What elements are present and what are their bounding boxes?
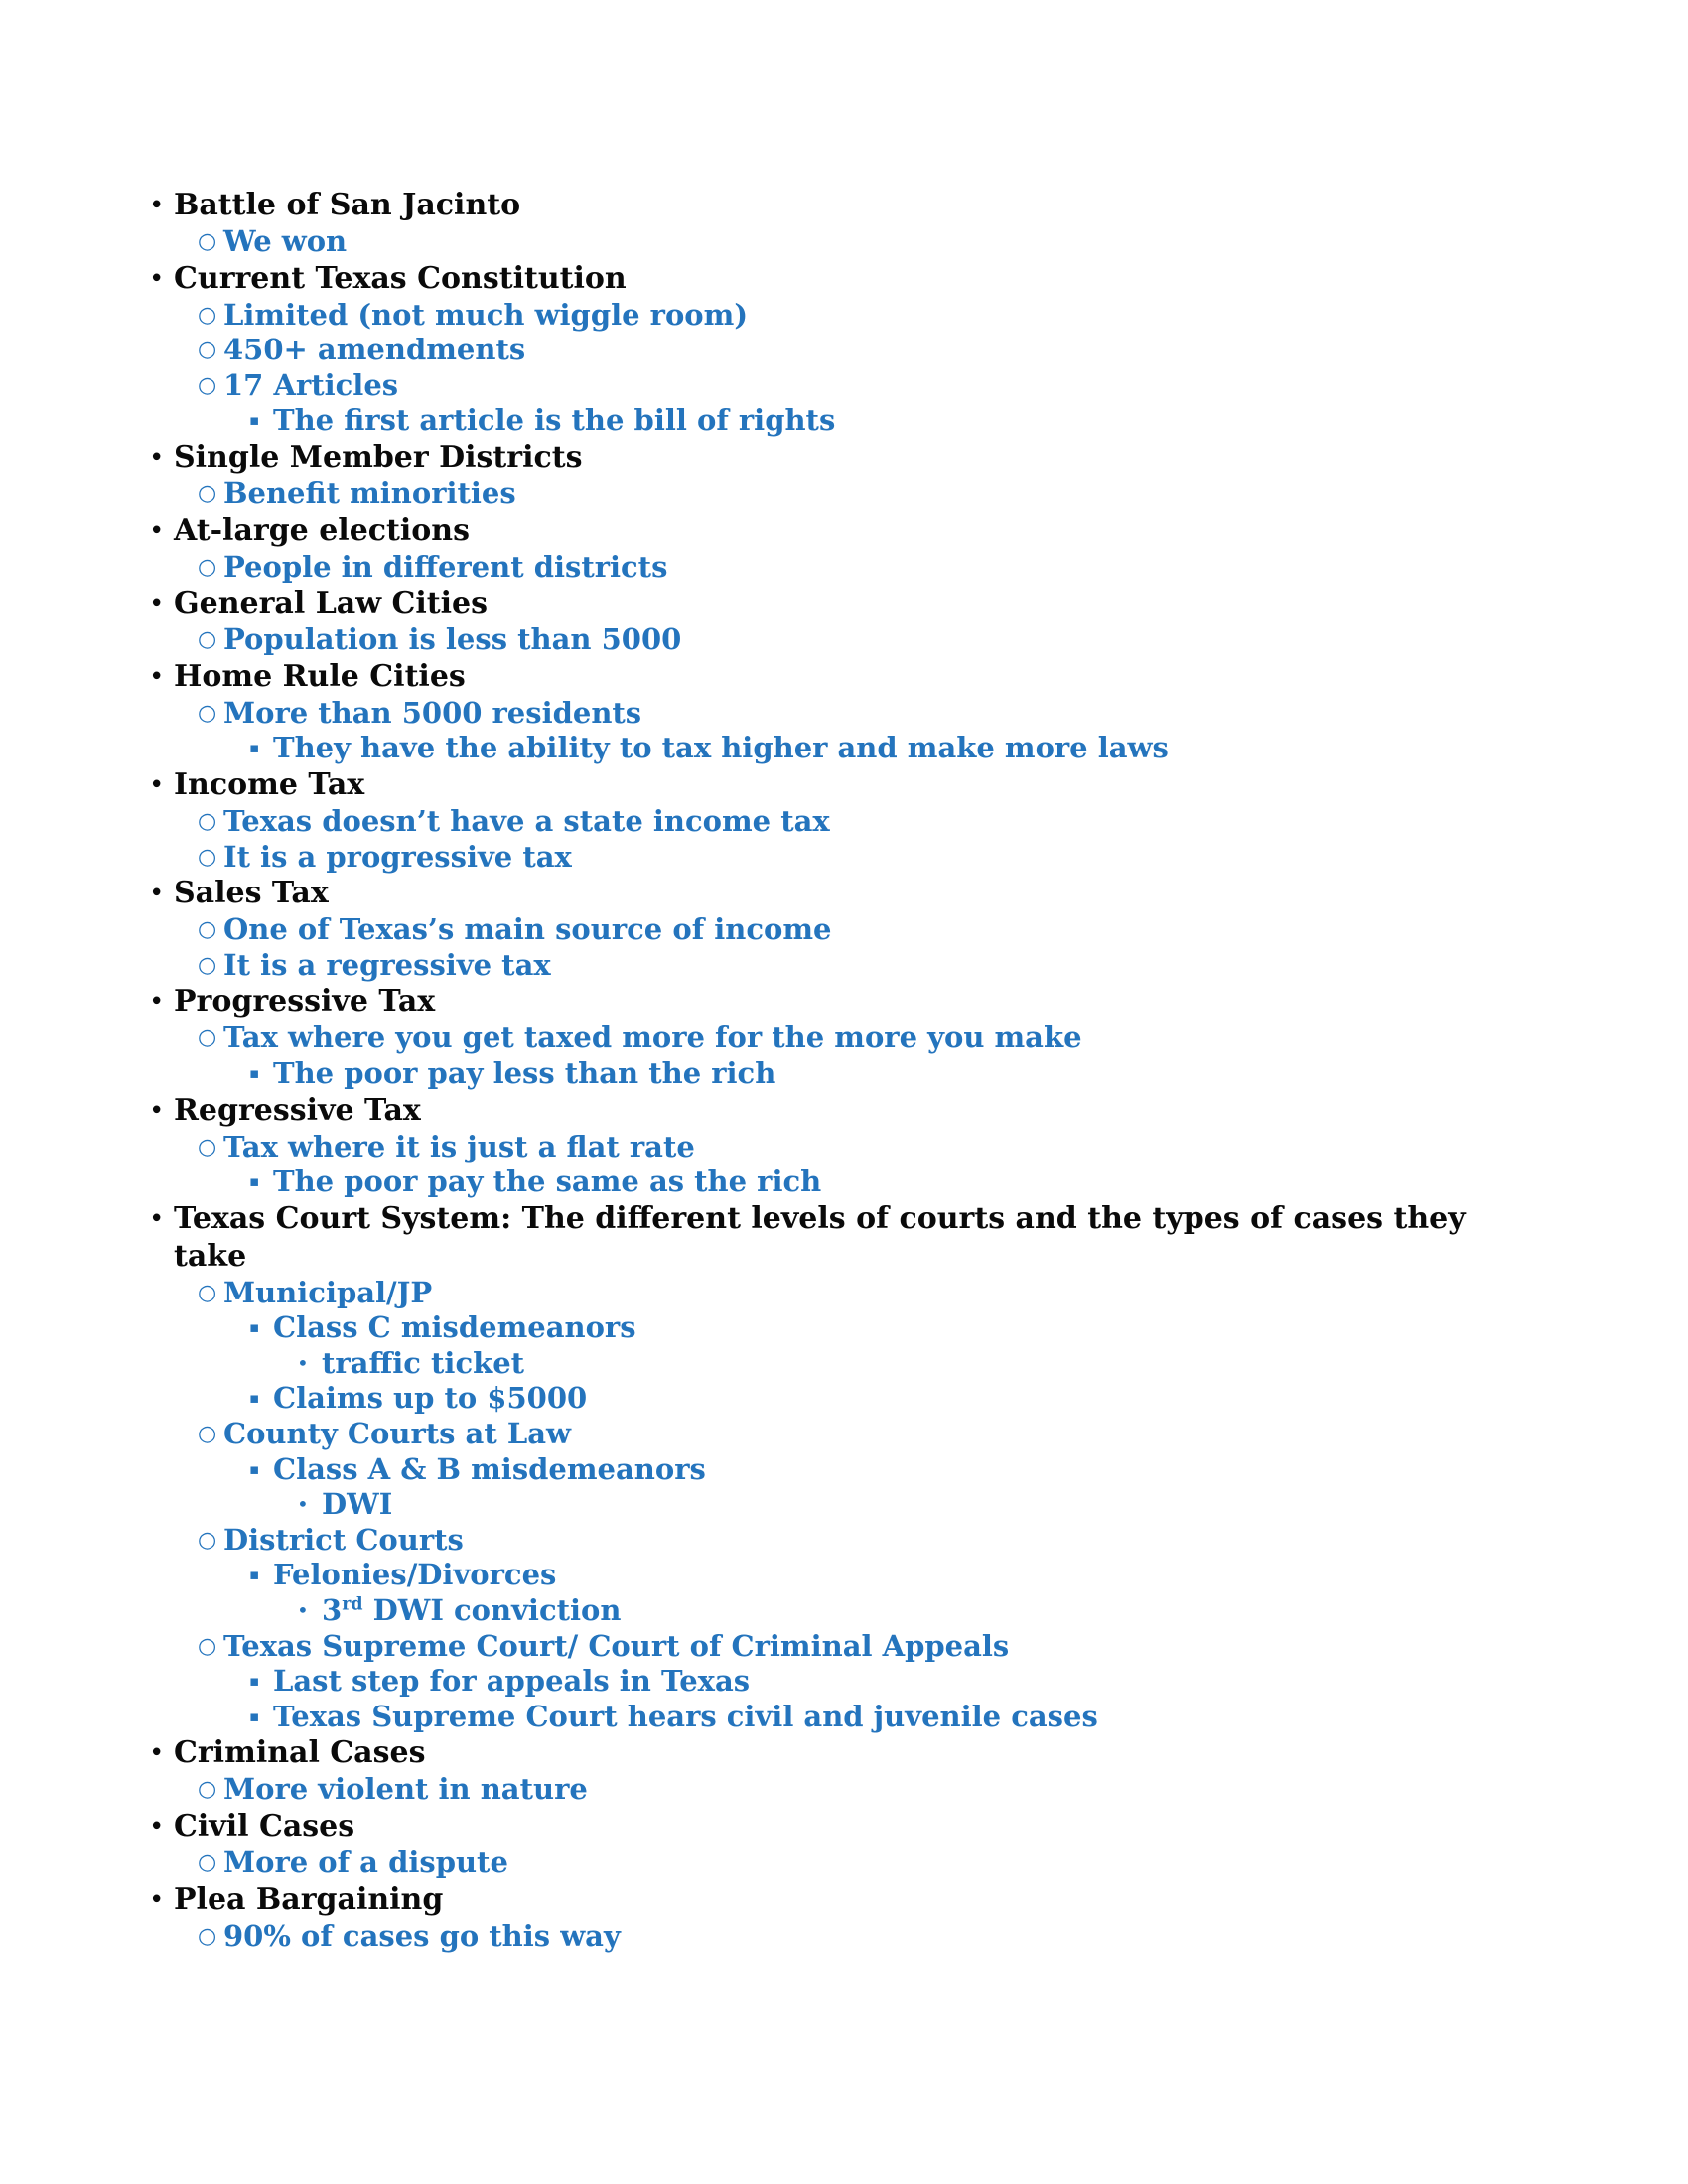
bullet-marker: ○ [198,480,217,506]
outline-text: Tax where you get taxed more for the more you make [223,1021,1082,1055]
outline-sub-detail [149,1056,1519,1092]
outline-detail [149,224,1519,260]
outline-text: Home Rule Cities [174,658,466,694]
outline-sub-sub-detail [149,1487,1519,1523]
outline-detail [149,1276,1519,1311]
outline-detail [149,1845,1519,1881]
ordinal-suffix: rd [342,1594,363,1615]
outline-detail [149,696,1519,732]
outline-text: The poor pay the same as the rich [273,1164,822,1199]
bullet-marker: • [297,1350,309,1375]
bullet-marker: • [297,1598,309,1623]
outline-text: It is a progressive tax [223,839,572,874]
outline-detail [149,912,1519,948]
outline-detail [149,333,1519,368]
bullet-marker: ○ [198,1422,217,1447]
outline-text: Texas Supreme Court hears civil and juvenile cases [273,1699,1098,1733]
outline-detail [149,368,1519,404]
outline-topic [149,875,1519,912]
outline-text: Class A & B misdemeanors [273,1451,706,1486]
outline-sub-detail [149,1164,1519,1200]
outline-sub-sub-detail [149,1593,1519,1629]
bullet-marker: ○ [198,952,217,978]
outline-text: More of a dispute [223,1845,508,1879]
bullet-marker: • [149,879,165,909]
outline-detail [149,477,1519,512]
bullet-marker: • [149,515,165,546]
outline-text: Texas doesn’t have a state income tax [223,803,830,838]
bullet-marker: • [149,442,165,473]
outline-topic [149,658,1519,696]
outline-text: Progressive Tax [174,984,436,1020]
bullet-marker: • [149,263,165,294]
outline-sub-sub-detail [149,1346,1519,1382]
outline-topic [149,585,1519,622]
bullet-marker: ○ [198,808,217,834]
bullet-marker: ○ [198,1527,217,1553]
outline-topic [149,1200,1519,1276]
outline-sub-detail [149,1452,1519,1488]
outline-text: One of Texas’s main source of income [223,912,832,947]
bullet-marker: ○ [198,372,217,398]
outline-text: Texas Court System: The different levels of courts and the types of cases they take [174,1200,1466,1274]
outline-topic [149,983,1519,1021]
bullet-marker: ○ [198,229,217,254]
outline-text: Felonies/Divorces [273,1558,557,1592]
bullet-marker: • [149,1884,165,1915]
outline-text: Criminal Cases [174,1735,426,1771]
outline-detail [149,298,1519,334]
bullet-marker: • [149,769,165,800]
outline-detail [149,1919,1519,1955]
outline-topic [149,187,1519,224]
bullet-marker: ○ [198,1850,217,1875]
outline-text: General Law Cities [174,586,488,621]
bullet-marker: ▪ [249,739,260,757]
outline-topic [149,1808,1519,1845]
bullet-marker: ○ [198,1923,217,1949]
bullet-marker: • [149,589,165,619]
outline-text: 17 Articles [223,367,399,402]
outline-detail [149,840,1519,876]
outline-text: Regressive Tax [174,1092,421,1128]
bullet-marker: ○ [198,1025,217,1051]
outline-detail [149,1772,1519,1808]
outline-text: Limited (not much wiggle room) [223,297,749,332]
bullet-marker: ○ [198,302,217,328]
bullet-marker: ▪ [249,1318,260,1337]
outline-text: Class C misdemeanors [273,1310,636,1345]
bullet-marker: • [149,1095,165,1126]
bullet-marker: • [297,1492,309,1517]
bullet-marker: ▪ [249,411,260,430]
bullet-marker: ▪ [249,1172,260,1191]
outline-text: Last step for appeals in Texas [273,1664,751,1699]
outline-topic [149,260,1519,298]
bullet-marker: ○ [198,554,217,580]
bullet-marker: • [149,191,165,220]
outline-topic [149,1881,1519,1919]
outline-detail [149,1629,1519,1665]
outline-text: The first article is the bill of rights [273,403,836,438]
outline-topic [149,512,1519,550]
outline-text: At-large elections [174,512,471,548]
bullet-marker: ▪ [249,1566,260,1584]
bullet-marker: • [149,987,165,1018]
outline-text: 90% of cases go this way [223,1918,621,1953]
outline-detail [149,1130,1519,1165]
outline-text: DWI [322,1487,393,1522]
bullet-marker: ○ [198,700,217,726]
outline-text: Population is less than 5000 [223,622,682,657]
outline-sub-detail [149,1700,1519,1735]
outline-text: Single Member Districts [174,439,583,475]
bullet-marker: ○ [198,338,217,363]
bullet-marker: ○ [198,1777,217,1803]
outline-sub-detail [149,731,1519,766]
outline-text: Sales Tax [174,876,329,911]
bullet-marker: ○ [198,844,217,870]
bullet-marker: • [149,1812,165,1842]
outline-detail [149,1417,1519,1452]
outline-topic [149,439,1519,477]
outline-sub-detail [149,1381,1519,1417]
outline-text: Tax where it is just a flat rate [223,1129,695,1163]
outline-detail [149,550,1519,586]
outline-text: Benefit minorities [223,476,516,510]
outline-sub-detail [149,1310,1519,1346]
bullet-marker: ○ [198,917,217,943]
bullet-marker: • [149,661,165,692]
outline-text: Municipal/JP [223,1275,433,1309]
outline-text: The poor pay less than the rich [273,1055,776,1090]
outline-detail [149,948,1519,984]
outline-detail [149,804,1519,840]
outline-text: Claims up to $5000 [273,1381,588,1416]
outline-sub-detail [149,1664,1519,1700]
outline-detail [149,622,1519,658]
outline-text: 3rd DWI conviction [322,1593,622,1628]
outline-text: It is a regressive tax [223,947,551,982]
bullet-marker: ○ [198,1633,217,1659]
bullet-marker: ▪ [249,1706,260,1725]
outline-sub-detail [149,403,1519,439]
outline-text: Texas Supreme Court/ Court of Criminal Appeals [223,1628,1010,1663]
outline-text: More than 5000 residents [223,695,642,730]
bullet-marker: ▪ [249,1459,260,1478]
outline-text: People in different districts [223,549,668,584]
outline-sub-detail [149,1558,1519,1593]
outline-topic [149,1092,1519,1130]
outline-text: District Courts [223,1522,464,1557]
outline-topic [149,1734,1519,1772]
outline-text: Civil Cases [174,1809,355,1843]
bullet-marker: ▪ [249,1389,260,1408]
outline-detail [149,1021,1519,1056]
outline-text: 450+ amendments [223,333,526,367]
bullet-marker: ○ [198,1280,217,1305]
bullet-marker: ○ [198,627,217,653]
outline-text: Plea Bargaining [174,1881,444,1917]
outline-text: Battle of San Jacinto [174,188,521,222]
outline-text: More violent in nature [223,1772,588,1807]
outline-text: We won [223,224,348,258]
outline-text: Income Tax [174,766,365,802]
outline-text: Current Texas Constitution [174,260,627,296]
bullet-marker: • [149,1738,165,1769]
outline-text: traffic ticket [322,1345,525,1380]
outline-text: County Courts at Law [223,1417,571,1451]
outline-text: They have the ability to tax higher and make more laws [273,731,1169,765]
bullet-marker: ▪ [249,1672,260,1691]
outline-detail [149,1523,1519,1559]
notes-outline [149,187,1519,1954]
bullet-marker: ○ [198,1134,217,1160]
bullet-marker: • [149,1203,165,1234]
bullet-marker: ▪ [249,1063,260,1082]
outline-topic [149,766,1519,804]
